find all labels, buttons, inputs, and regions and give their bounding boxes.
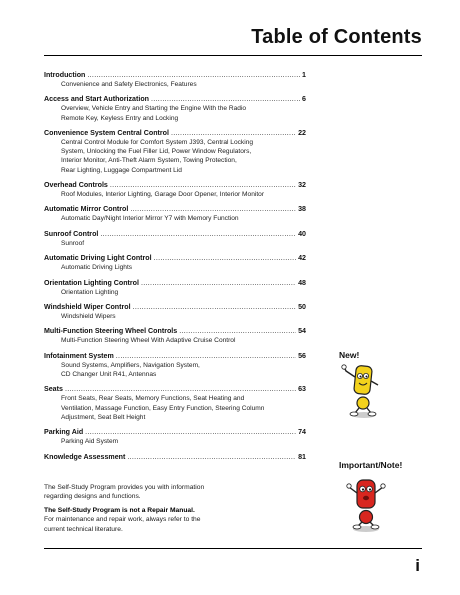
toc-entry (44, 181, 306, 199)
toc-entry (44, 352, 306, 379)
page-number: i (415, 556, 420, 575)
footer-notice: The Self-Study Program is not a Repair Manual. (44, 506, 195, 514)
toc-entry-page: 32 (298, 180, 306, 189)
toc-entry (44, 129, 306, 175)
toc-entry-page: 63 (298, 385, 306, 394)
toc-entry-description: Windshield Wipers (61, 312, 116, 320)
toc-entry-page: 48 (298, 278, 306, 287)
new-exclamation-mascot-icon (340, 363, 384, 419)
toc-entry (44, 385, 306, 422)
toc-entry-title: Automatic Mirror Control (44, 205, 129, 214)
toc-entry-title: Overhead Controls (44, 180, 108, 189)
toc-entry-heading (44, 205, 306, 214)
toc-entry-page: 38 (298, 205, 306, 214)
bottom-rule (44, 548, 422, 549)
table-of-contents (44, 71, 306, 468)
toc-entry-title: Orientation Lighting Control (44, 278, 139, 287)
toc-entry-heading (44, 95, 306, 104)
toc-entry (44, 303, 306, 321)
toc-entry (44, 327, 306, 345)
toc-entry-heading (44, 303, 306, 312)
toc-entry-heading (44, 453, 306, 462)
toc-entry-description: Parking Aid System (61, 438, 119, 446)
toc-entry-description: Front Seats, Rear Seats, Memory Functions, Seat Heating and Ventilation, Massage Function, Easy Entry Function, Steering Column Adjustment, Seat Belt Height (61, 395, 265, 421)
toc-entry-page: 6 (302, 95, 306, 104)
dot-leader (133, 303, 297, 312)
footer-instruction: For maintenance and repair work, always refer to the current technical literature. (44, 516, 201, 533)
toc-entry-heading (44, 327, 306, 336)
toc-entry-heading (44, 129, 306, 138)
toc-entry-description: Automatic Day/Night Interior Mirror Y7 with Memory Function (61, 215, 239, 223)
toc-entry-heading (44, 385, 306, 394)
toc-entry-heading (44, 71, 306, 80)
dot-leader (154, 254, 297, 263)
toc-entry-page: 81 (298, 452, 306, 461)
dot-leader (116, 352, 296, 361)
toc-entry (44, 230, 306, 248)
toc-entry-page: 40 (298, 229, 306, 238)
title-rule (44, 55, 422, 56)
important-exclamation-mascot-icon (344, 475, 388, 533)
toc-entry-title: Automatic Driving Light Control (44, 254, 152, 263)
important-note-label: Important/Note! (339, 460, 403, 470)
toc-entry-page: 42 (298, 254, 306, 263)
toc-entry-heading (44, 181, 306, 190)
dot-leader (127, 453, 296, 462)
toc-entry (44, 428, 306, 446)
toc-entry-heading (44, 254, 306, 263)
toc-entry-page: 54 (298, 327, 306, 336)
dot-leader (179, 327, 296, 336)
toc-entry-page: 74 (298, 428, 306, 437)
toc-entry-description: Multi-Function Steering Wheel With Adaptive Cruise Control (61, 337, 236, 345)
page-title: Table of Contents (251, 26, 422, 48)
toc-entry-title: Windshield Wiper Control (44, 302, 131, 311)
toc-entry-description: Automatic Driving Lights (61, 264, 133, 272)
toc-entry-description: Convenience and Safety Electronics, Features (61, 81, 197, 88)
toc-entry-description: Overview, Vehicle Entry and Starting the Engine With the Radio Remote Key, Keyless Entry and Locking (61, 105, 247, 122)
dot-leader (85, 428, 296, 437)
toc-entry-heading (44, 279, 306, 288)
dot-leader (151, 95, 300, 104)
dot-leader (141, 279, 296, 288)
toc-entry-title: Parking Aid (44, 428, 84, 437)
footer-intro: The Self-Study Program provides you with information regarding designs and functions. (44, 484, 205, 501)
new-label: New! (339, 350, 360, 360)
toc-entry-title: Introduction (44, 71, 86, 79)
toc-entry-heading (44, 428, 306, 437)
toc-entry (44, 453, 306, 462)
toc-entry (44, 254, 306, 272)
dot-leader (87, 71, 300, 80)
toc-entry-title: Sunroof Control (44, 229, 99, 238)
toc-entry (44, 95, 306, 122)
dot-leader (110, 181, 296, 190)
toc-entry-description: Central Control Module for Comfort System J393, Central Locking System, Unlocking the Fuel Filler Lid, Power Window Regulators, Interior Monitor, Anti-Theft Alarm System, Towing Protection, Rear Lighting, Luggage Compartment Lid (61, 138, 254, 174)
toc-entry-title: Multi-Function Steering Wheel Controls (44, 327, 178, 336)
toc-entry-page: 1 (302, 71, 306, 79)
toc-entry-description: Sound Systems, Amplifiers, Navigation System, CD Changer Unit R41, Antennas (61, 361, 200, 378)
dot-leader (65, 385, 296, 394)
toc-entry-description: Orientation Lighting (61, 288, 119, 296)
toc-entry-title: Convenience System Central Control (44, 128, 169, 137)
toc-entry-page: 50 (298, 302, 306, 311)
dot-leader (100, 230, 296, 239)
dot-leader (171, 129, 296, 138)
toc-entry-page: 56 (298, 351, 306, 360)
toc-entry-heading (44, 352, 306, 361)
footer-notes (44, 483, 306, 538)
dot-leader (130, 205, 296, 214)
toc-entry (44, 279, 306, 297)
toc-entry-description: Sunroof (61, 239, 85, 247)
toc-entry (44, 71, 306, 89)
toc-entry (44, 205, 306, 223)
toc-entry-description: Roof Modules, Interior Lighting, Garage Door Opener, Interior Monitor (61, 190, 265, 198)
toc-entry-title: Access and Start Authorization (44, 95, 149, 104)
toc-entry-title: Infotainment System (44, 351, 114, 360)
toc-entry-title: Knowledge Assessment (44, 452, 126, 461)
toc-entry-title: Seats (44, 385, 63, 394)
toc-entry-heading (44, 230, 306, 239)
toc-entry-page: 22 (298, 128, 306, 137)
